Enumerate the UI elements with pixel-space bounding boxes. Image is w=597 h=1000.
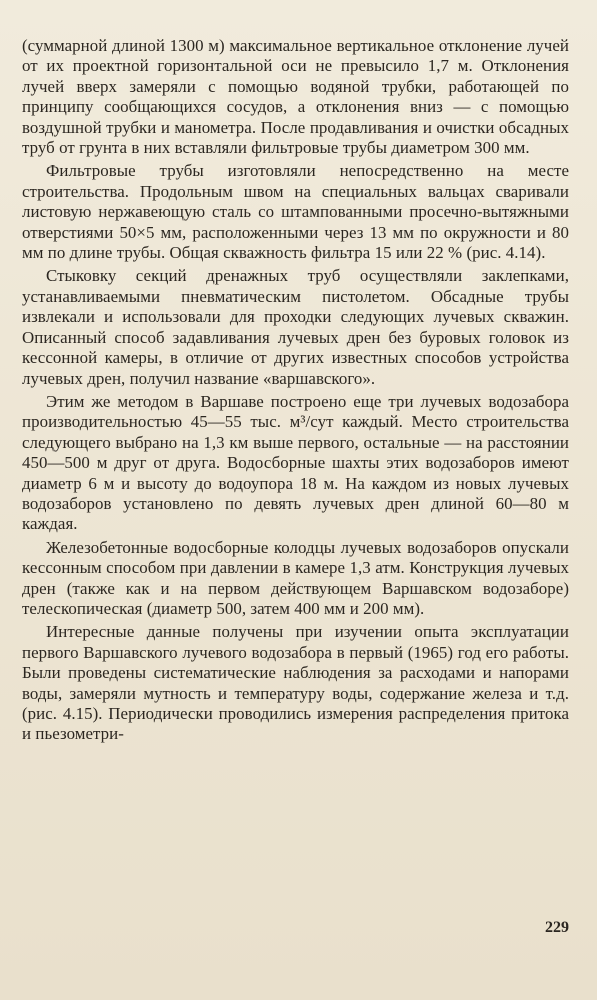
paragraph-5: Железобетонные водосборные колодцы лучевых водозаборов опускали кессонным способом при давлении в камере 1,3 атм. Конструкция лучевых дрен (также как и на первом действующем Варшавском водозаборе) телескопическая (диаметр 500, затем 400 мм и 200 мм).	[22, 537, 569, 618]
page-number: 229	[545, 919, 569, 936]
paragraph-4: Этим же методом в Варшаве построено еще три лучевых водозабора производительностью 45—55 тыс. м³/сут каждый. Место строительства следующего выбрано на 1,3 км выше первого, остальные — на расстоянии 450—500 м друг от друга. Водосборные шахты этих водозаборов имеют диаметр 6 м и высоту до водоупора 18 м. На каждом из новых лучевых водозаборов установлено по девять лучевых дрен длиной 60—80 м каждая.	[22, 391, 569, 534]
paragraph-3: Стыковку секций дренажных труб осуществляли заклепками, устанавливаемыми пневматическим пистолетом. Обсадные трубы извлекали и использовали для проходки следующих лучевых скважин. Описанный способ задавливания лучевых дрен без буровых головок из кессонной камеры, в отличие от других известных способов устройства лучевых дрен, получил название «варшавского».	[22, 266, 569, 388]
paragraph-1: (суммарной длиной 1300 м) максимальное вертикальное отклонение лучей от их проектной горизонтальной оси не превысило 1,7 м. Отклонения лучей вверх замеряли с помощью водяной трубки, работающей по принципу сообщающихся сосудов, а отклонения вниз — с помощью воздушной трубки и манометра. После продавливания и очистки обсадных труб от грунта в них вставляли фильтровые трубы диаметром 300 мм.	[22, 36, 569, 158]
paragraph-6: Интересные данные получены при изучении опыта эксплуатации первого Варшавского лучевого водозабора в первый (1965) год его работы. Были проведены систематические наблюдения за расходами и напорами воды, замеряли мутность и температуру воды, содержание железа и т.д. (рис. 4.15). Периодически проводились измерения распределения притока и пьезометри-	[22, 622, 569, 744]
paragraph-2: Фильтровые трубы изготовляли непосредственно на месте строительства. Продольным швом на специальных вальцах сваривали листовую нержавеющую сталь со штампованными просечно-вытяжными отверстиями 50×5 мм, расположенными через 13 мм по окружности и 80 мм по длине трубы. Общая скважность фильтра 15 или 22 % (рис. 4.14).	[22, 161, 569, 263]
page-body-text	[22, 36, 569, 745]
